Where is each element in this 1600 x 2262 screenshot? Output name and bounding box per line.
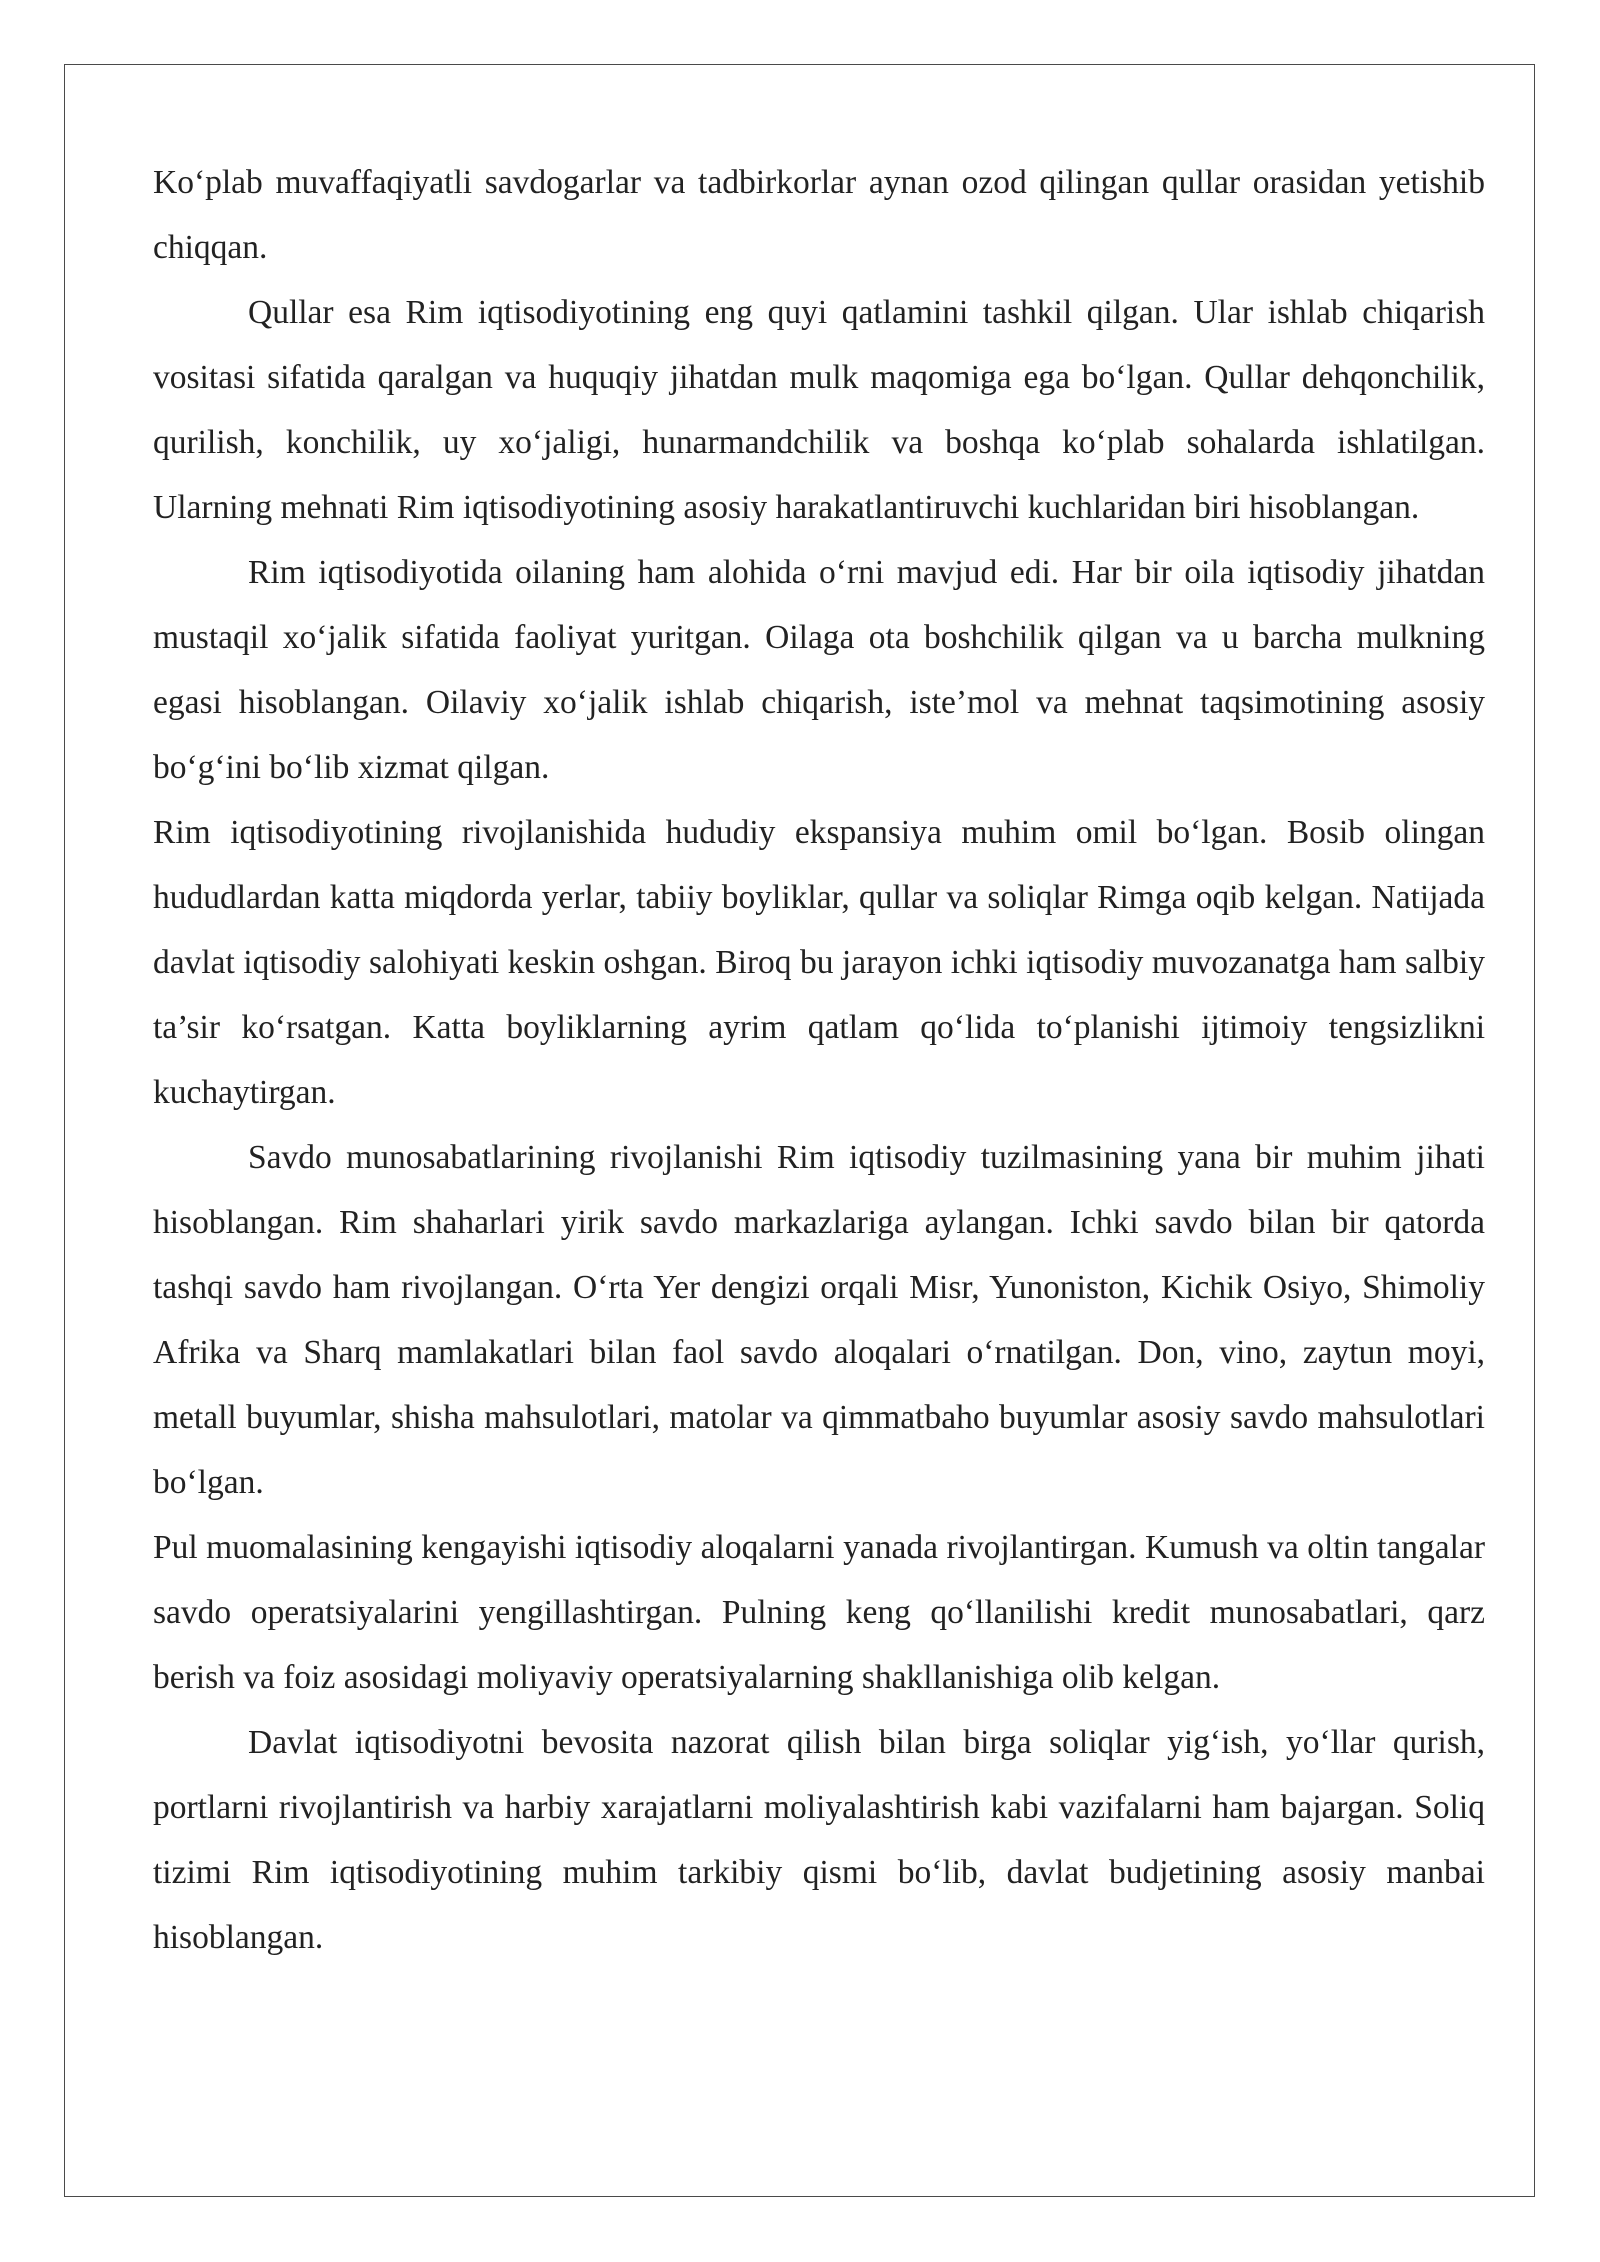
document-body <box>153 150 1485 1970</box>
paragraph-7: Davlat iqtisodiyotni bevosita nazorat qilish bilan birga soliqlar yig‘ish, yo‘llar qurish, portlarni rivojlantirish va harbiy xarajatlarni moliyalashtirish kabi vazifalarni ham bajargan. Soliq tizimi Rim iqtisodiyotining muhim tarkibiy qismi bo‘lib, davlat budjetining asosiy manbai hisoblangan. <box>153 1724 1485 1956</box>
paragraph-4: Rim iqtisodiyotining rivojlanishida hududiy ekspansiya muhim omil bo‘lgan. Bosib olingan hududlardan katta miqdorda yerlar, tabiiy boyliklar, qullar va soliqlar Rimga oqib kelgan. Natijada davlat iqtisodiy salohiyati keskin oshgan. Biroq bu jarayon ichki iqtisodiy muvozanatga ham salbiy ta’sir ko‘rsatgan. Katta boyliklarning ayrim qatlam qo‘lida to‘planishi ijtimoiy tengsizlikni kuchaytirgan. <box>153 814 1485 1111</box>
paragraph-6: Pul muomalasining kengayishi iqtisodiy aloqalarni yanada rivojlantirgan. Kumush va oltin tangalar savdo operatsiyalarini yengillashtirgan. Pulning keng qo‘llanilishi kredit munosabatlari, qarz berish va foiz asosidagi moliyaviy operatsiyalarning shakllanishiga olib kelgan. <box>153 1529 1485 1696</box>
paragraph-3: Rim iqtisodiyotida oilaning ham alohida o‘rni mavjud edi. Har bir oila iqtisodiy jihatdan mustaqil xo‘jalik sifatida faoliyat yuritgan. Oilaga ota boshchilik qilgan va u barcha mulkning egasi hisoblangan. Oilaviy xo‘jalik ishlab chiqarish, iste’mol va mehnat taqsimotining asosiy bo‘g‘ini bo‘lib xizmat qilgan. <box>153 554 1485 786</box>
paragraph-5: Savdo munosabatlarining rivojlanishi Rim iqtisodiy tuzilmasining yana bir muhim jihati hisoblangan. Rim shaharlari yirik savdo markazlariga aylangan. Ichki savdo bilan bir qatorda tashqi savdo ham rivojlangan. O‘rta Yer dengizi orqali Misr, Yunoniston, Kichik Osiyo, Shimoliy Afrika va Sharq mamlakatlari bilan faol savdo aloqalari o‘rnatilgan. Don, vino, zaytun moyi, metall buyumlar, shisha mahsulotlari, matolar va qimmatbaho buyumlar asosiy savdo mahsulotlari bo‘lgan. <box>153 1139 1485 1501</box>
paragraph-2: Qullar esa Rim iqtisodiyotining eng quyi qatlamini tashkil qilgan. Ular ishlab chiqarish vositasi sifatida qaralgan va huquqiy jihatdan mulk maqomiga ega bo‘lgan. Qullar dehqonchilik, qurilish, konchilik, uy xo‘jaligi, hunarmandchilik va boshqa ko‘plab sohalarda ishlatilgan. Ularning mehnati Rim iqtisodiyotining asosiy harakatlantiruvchi kuchlaridan biri hisoblangan. <box>153 294 1485 526</box>
paragraph-1: Ko‘plab muvaffaqiyatli savdogarlar va tadbirkorlar aynan ozod qilingan qullar orasidan yetishib chiqqan. <box>153 164 1485 266</box>
